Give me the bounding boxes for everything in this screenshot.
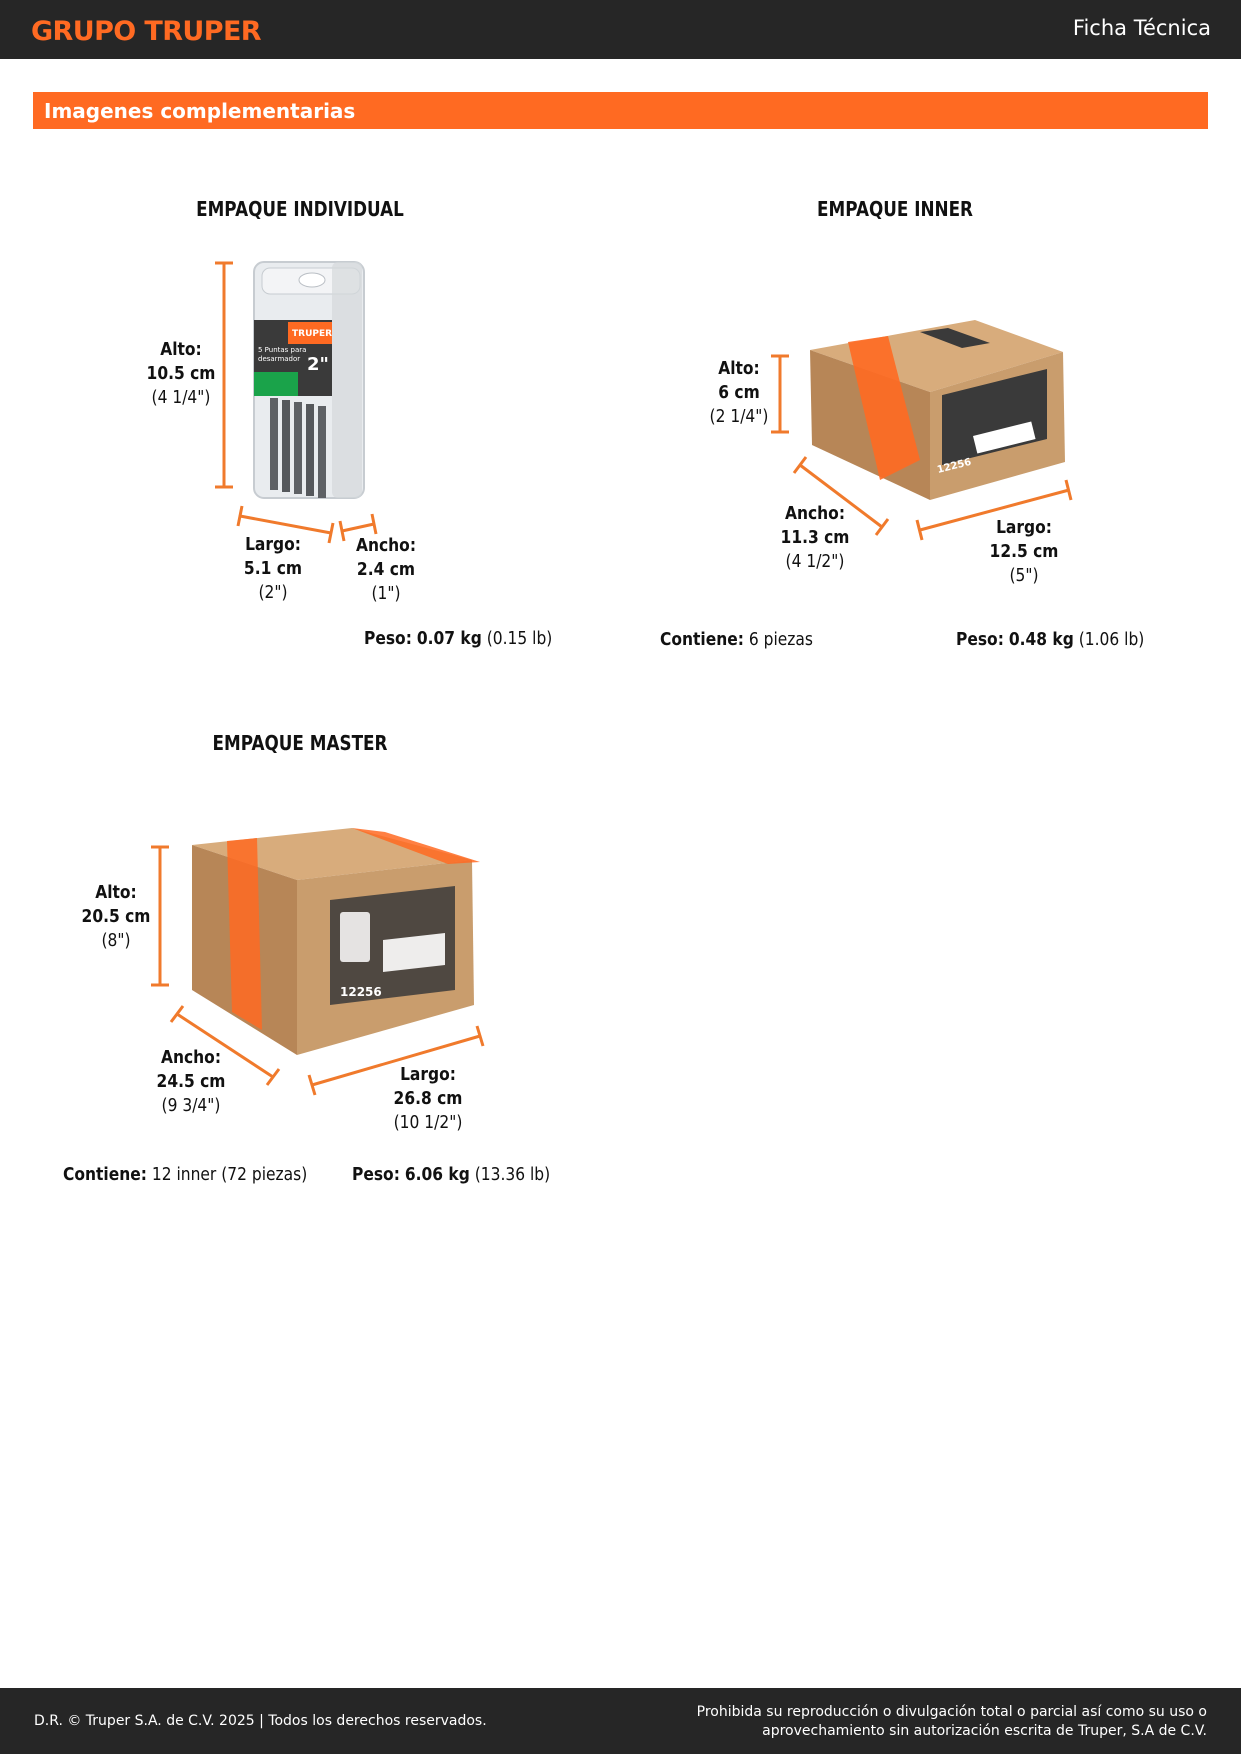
individual-width-inch: (1") <box>371 583 401 604</box>
individual-weight-lb: (0.15 lb) <box>486 628 553 649</box>
master-package-title: EMPAQUE MASTER <box>212 731 388 755</box>
individual-clamshell-image <box>254 262 364 498</box>
inner-height-key: Alto: <box>718 358 760 379</box>
inner-contents-value: 6 piezas <box>748 629 813 650</box>
footer-bar <box>0 1688 1241 1754</box>
master-contents <box>63 1164 307 1185</box>
inner-length-key: Largo: <box>996 517 1052 538</box>
svg-text:12256: 12256 <box>340 985 382 999</box>
individual-width-label <box>343 534 429 606</box>
master-length-key: Largo: <box>400 1064 456 1085</box>
individual-width-key: Ancho: <box>355 535 417 556</box>
inner-width-key: Ancho: <box>784 503 846 524</box>
svg-text:5 Puntas para: 5 Puntas para <box>258 346 307 354</box>
individual-height-cm: 10.5 cm <box>146 363 216 384</box>
svg-text:12256: 12256 <box>936 456 973 476</box>
individual-package-title: EMPAQUE INDIVIDUAL <box>196 197 404 221</box>
inner-length-inch: (5") <box>1009 565 1039 586</box>
individual-length-label <box>230 533 316 605</box>
individual-weight-key: Peso: <box>364 628 412 649</box>
inner-contents <box>660 629 813 650</box>
inner-height-cm: 6 cm <box>718 382 760 403</box>
individual-height-inch: (4 1/4") <box>151 387 211 408</box>
individual-width-cm: 2.4 cm <box>356 559 416 580</box>
document-title: Ficha Técnica <box>1072 16 1211 40</box>
master-contents-key: Contiene: <box>63 1164 147 1185</box>
inner-height-inch: (2 1/4") <box>709 406 769 427</box>
individual-weight-kg: 0.07 kg <box>416 628 482 649</box>
section-title: Imagenes complementarias <box>44 99 356 123</box>
master-weight <box>352 1164 550 1185</box>
master-width-cm: 24.5 cm <box>156 1071 226 1092</box>
individual-height-key: Alto: <box>160 339 202 360</box>
master-width-inch: (9 3/4") <box>161 1095 221 1116</box>
master-contents-value: 12 inner (72 piezas) <box>151 1164 308 1185</box>
svg-text:TRUPER: TRUPER <box>292 329 333 339</box>
master-length-label <box>385 1063 471 1135</box>
inner-weight-lb: (1.06 lb) <box>1078 629 1145 650</box>
master-width-key: Ancho: <box>160 1047 222 1068</box>
master-length-inch: (10 1/2") <box>393 1112 463 1133</box>
inner-weight-kg: 0.48 kg <box>1008 629 1074 650</box>
master-height-cm: 20.5 cm <box>81 906 151 927</box>
copyright-notice: D.R. © Truper S.A. de C.V. 2025 | Todos los derechos reservados. <box>34 1713 487 1729</box>
inner-width-inch: (4 1/2") <box>785 551 845 572</box>
inner-weight-key: Peso: <box>956 629 1004 650</box>
brand-logo: GRUPO TRUPER <box>31 16 261 47</box>
individual-length-cm: 5.1 cm <box>243 558 303 579</box>
master-weight-lb: (13.36 lb) <box>474 1164 551 1185</box>
inner-length-label <box>981 516 1067 588</box>
inner-length-cm: 12.5 cm <box>989 541 1059 562</box>
master-height-inch: (8") <box>101 930 131 951</box>
inner-contents-key: Contiene: <box>660 629 744 650</box>
individual-length-inch: (2") <box>258 582 288 603</box>
master-box-image <box>192 828 480 1055</box>
inner-height-label <box>696 357 782 429</box>
master-height-key: Alto: <box>95 882 137 903</box>
master-width-label <box>148 1046 234 1118</box>
master-length-cm: 26.8 cm <box>393 1088 463 1109</box>
individual-length-key: Largo: <box>245 534 301 555</box>
master-weight-kg: 6.06 kg <box>404 1164 470 1185</box>
inner-weight <box>956 629 1144 650</box>
inner-box-image <box>810 320 1065 500</box>
master-weight-key: Peso: <box>352 1164 400 1185</box>
master-height-label <box>73 881 159 953</box>
inner-width-cm: 11.3 cm <box>780 527 850 548</box>
svg-text:desarmador: desarmador <box>258 355 301 363</box>
individual-height-label <box>138 338 224 410</box>
inner-package-title: EMPAQUE INNER <box>816 197 974 221</box>
svg-text:2": 2" <box>307 354 329 375</box>
legal-disclaimer: Prohibida su reproducción o divulgación total o parcial así como su uso o aprovechamiento sin autorización escrita de Truper, S.A de C.V. <box>696 1704 1207 1739</box>
individual-weight <box>364 628 552 649</box>
inner-width-label <box>772 502 858 574</box>
